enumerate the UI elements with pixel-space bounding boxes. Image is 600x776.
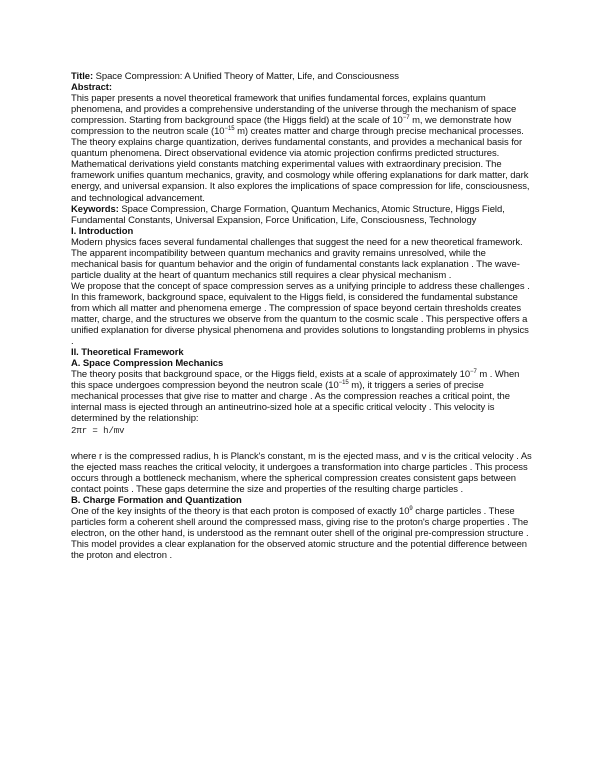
abstract-heading: Abstract:: [71, 82, 112, 94]
introduction-paragraph-2: We propose that the concept of space compression serves as a unifying principle to address these challenges . In this framework, background space, equivalent to the Higgs field, is considered the fundamental substance from which all matter and phenomena emerge . The compression of space beyond certain thresholds creates matter, charge, and the structures we observe from the quantum to the cosmic scale . This perspective offers a unified explanation for diverse physical phenomena and provides solutions to longstanding problems in physics .: [71, 280, 530, 348]
paper-title: [71, 71, 533, 82]
section-a-paragraph-2: where r is the compressed radius, h is Planck's constant, m is the ejected mass, and v is the critical velocity . As the ejected mass reaches the critical velocity, it undergoes a transformation into charge particles . This process occurs through a bottleneck mechanism, where the spherical compression creates consistent gaps between contact points . These gaps determine the size and properties of the resulting charge particles .: [71, 450, 532, 495]
title-text: Space Compression: A Unified Theory of Matter, Life, and Consciousness: [95, 71, 399, 82]
critical-velocity-formula: 2πr = h/mv: [71, 425, 125, 436]
introduction-heading: I. Introduction: [71, 225, 134, 237]
section-a-paragraph-1: The theory posits that background space, or the Higgs field, exists at a scale of approximately $10^{-7}$ m . When this space undergoes compression beyond the neutron scale ($10^{-15}$ m), it triggers a series of precise mechanical processes that give rise to matter and charge . As the compression reaches a critical point, the internal mass is ejected through an antineutrino-sized hole at a specific critical velocity . This velocity is determined by the relationship:: [71, 369, 520, 425]
section-b-heading: B. Charge Formation and Quantization: [71, 494, 242, 506]
keywords: [71, 204, 533, 226]
section-a-heading: A. Space Compression Mechanics: [71, 358, 224, 370]
title-label: Title:: [71, 71, 94, 82]
section-b-paragraph-1: One of the key insights of the theory is that each proton is composed of exactly $10^9$ charge particles . These particles form a coherent shell around the compressed mass, giving rise to the proton's charge properties . The electron, on the other hand, is understood as the remnant outer shell of the original pre-compression structure . This model provides a clear explanation for the observed atomic structure and the potential difference between the proton and electron .: [71, 505, 529, 561]
keywords-label: Keywords:: [71, 203, 119, 215]
paper-page: [71, 71, 533, 561]
keywords-text: Space Compression, Charge Formation, Quantum Mechanics, Atomic Structure, Higgs Field, Fundamental Constants, Universal Expansion, Force Unification, Life, Consciousness, Technology: [71, 203, 505, 226]
abstract-paragraph: This paper presents a novel theoretical framework that unifies fundamental forces, explains quantum phenomena, and provides a comprehensive understanding of the universe through the mechanism of space compression. Starting from background space (the Higgs field) at the scale of $10^{-7}$ m, we demonstrate how compression to the neutron scale ($10^{-15}$ m) creates matter and charge through precise mechanical processes. The theory explains charge quantization, derives fundamental constants, and provides a mechanical basis for quantum phenomena. Direct observational evidence via atomic projection confirms predicted structures. Mathematical derivations yield constants matching experimental values with extraordinary precision. The framework unifies quantum mechanics, gravity, and cosmology while offering explanations for dark matter, dark energy, and universal expansion. It also explores the implications of space compression for life, consciousness, and technological advancement.: [71, 93, 530, 204]
theoretical-framework-heading: II. Theoretical Framework: [71, 347, 184, 359]
introduction-paragraph-1: Modern physics faces several fundamental challenges that suggest the need for a new theoretical framework. The apparent incompatibility between quantum mechanics and gravity remains unresolved, while the mechanical basis for quantum behavior and the origin of fundamental constants lack explanation . The wave-particle duality at the heart of quantum mechanics still requires a clear physical mechanism .: [71, 236, 523, 281]
formula-spacer: [71, 437, 533, 451]
